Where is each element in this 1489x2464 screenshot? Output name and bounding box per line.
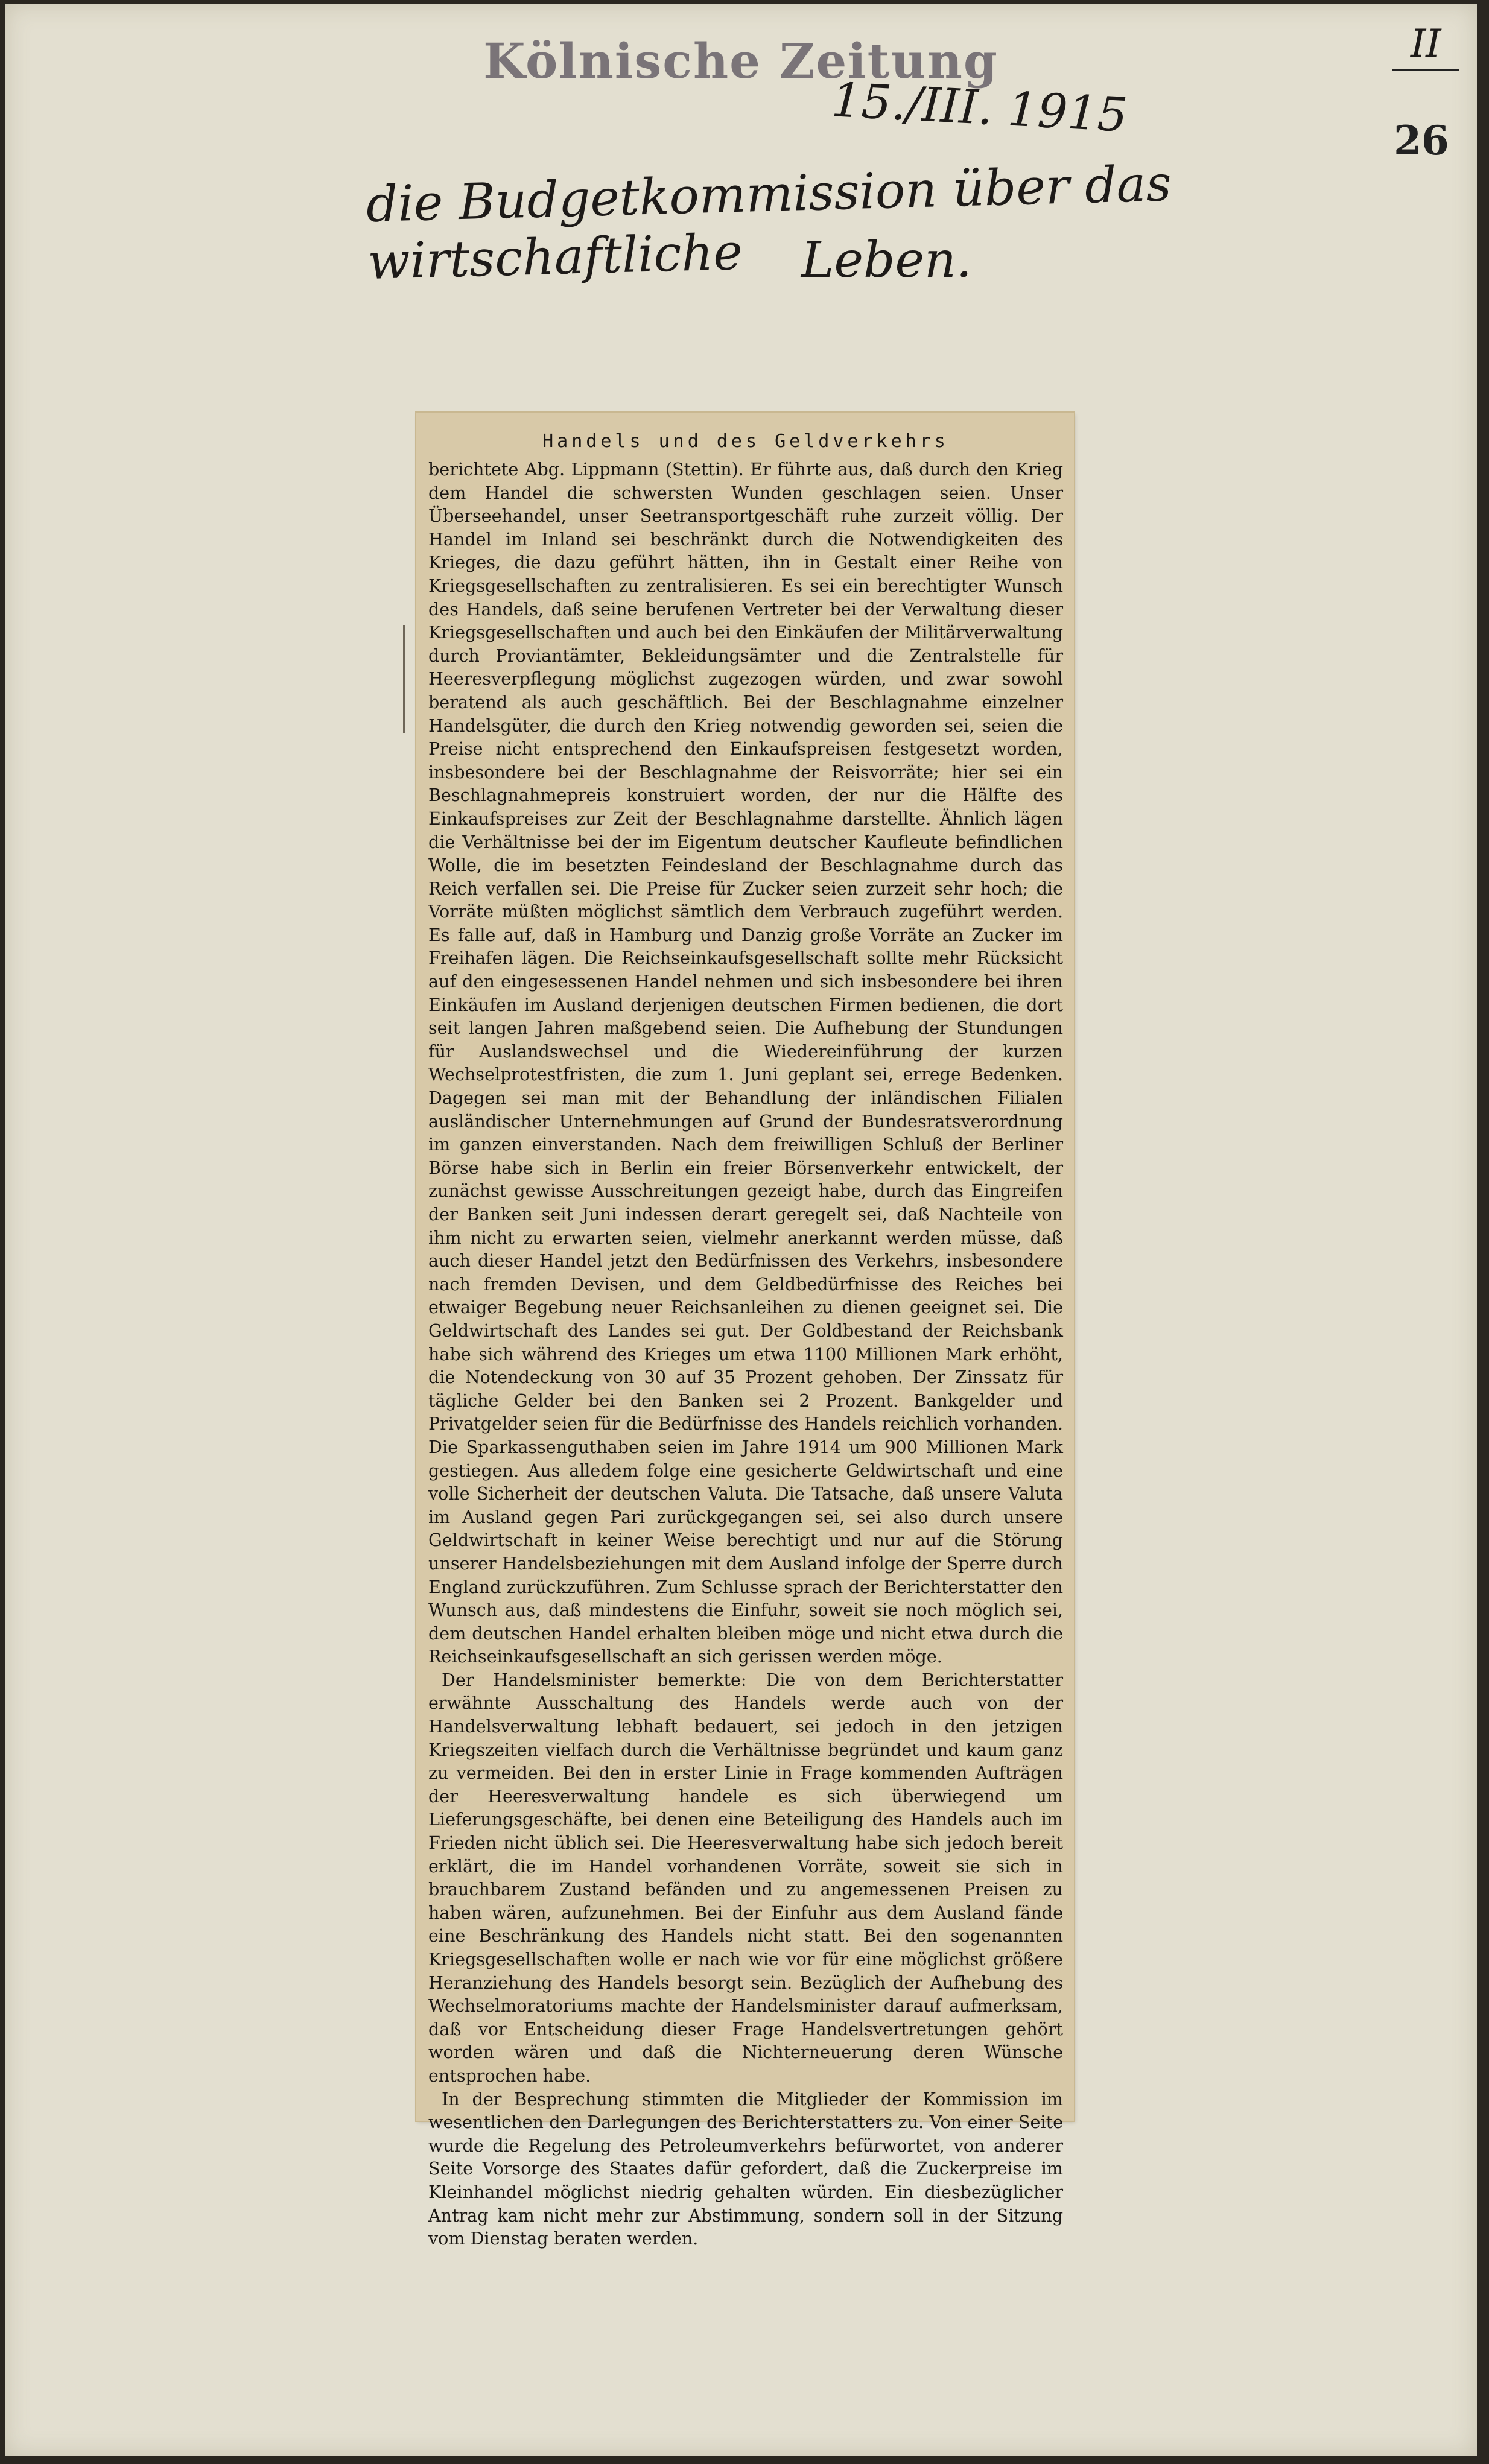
newspaper-clipping bbox=[416, 413, 1074, 2249]
handwritten-date: 15./III. 1915 bbox=[830, 73, 1129, 143]
handwritten-note-line-1: die Budgetkommission über das wirtschaftliche bbox=[365, 155, 1172, 291]
clipping-paragraph: In der Besprechung stimmten die Mitglieder der Kommission im wesentlichen den Darlegungen des Berichterstatters zu. Von einer Seite wurde die Regelung des Petroleumverkehrs befürwortet, von anderer Seite Vorsorge des Staates dafür gefordert, daß die Zuckerpreise im Kleinhandel möglichst niedrig gehalten würden. Ein diesbezüglicher Antrag kam nicht mehr zur Abstimmung, sondern soll in der Sitzung vom Dienstag beraten werden. bbox=[428, 2088, 1063, 2249]
clipping-paragraph: Der Handelsminister bemerkte: Die von dem Berichterstatter erwähnte Ausschaltung des Handels werde auch von der Handelsverwaltung lebhaft bedauert, sei jedoch in den jetzigen Kriegszeiten vielfach durch die Verhältnisse begründet und kaum ganz zu vermeiden. Bei den in erster Linie in Frage kommenden Aufträgen der Heeresverwaltung handele es sich überwiegend um Lieferungsgeschäfte, bei denen eine Beteiligung des Handels auch im Frieden nicht üblich sei. Die Heeresverwaltung habe sich jedoch bereit erklärt, die im Handel vorhandenen Vorräte, soweit sie sich in brauchbarem Zustand befänden und zu angemessenen Preisen zu haben wären, aufzunehmen. Bei der Einfuhr aus dem Ausland fände eine Beschränkung des Handels nicht statt. Bei den sogenannten Kriegsgesellschaften wolle er nach wie vor für eine möglichst größere Heranziehung des Handels besorgt sein. Bezüglich der Aufhebung des Wechselmoratoriums machte der Handelsminister darauf aufmerksam, daß vor Entscheidung dieser Frage Handelsvertretungen gehört worden wären und daß die Nichterneuerung deren Wünsche entsprochen habe. bbox=[428, 1669, 1063, 2086]
clipping-heading: Handels und des Geldverkehrs bbox=[542, 431, 949, 452]
newspaper-masthead: Kölnische Zeitung bbox=[483, 33, 998, 89]
clipping-margin-mark bbox=[403, 625, 405, 733]
archive-sheet bbox=[5, 4, 1477, 2456]
page-number: 26 bbox=[1394, 117, 1449, 164]
roman-underline bbox=[1392, 69, 1459, 71]
handwritten-note-line-2: Leben. bbox=[801, 232, 972, 289]
clipping-paragraph: berichtete Abg. Lippmann (Stettin). Er führte aus, daß durch den Krieg dem Handel die schwersten Wunden geschlagen seien. Unser Überseehandel, unser Seetransportgeschäft ruhe zurzeit völlig. Der Handel im Inland sei beschränkt durch die Notwendigkeiten des Krieges, die dazu geführt hätten, ihn in Gestalt einer Reihe von Kriegsgesellschaften zu zentralisieren. Es sei ein berechtigter Wunsch des Handels, daß seine berufenen Vertreter bei der Verwaltung dieser Kriegsgesellschaften und auch bei den Einkäufen der Militärverwaltung durch Proviantämter, Bekleidungsämter und die Zentralstelle für Heeresverpflegung möglichst zugezogen würden, und zwar sowohl beratend als auch geschäftlich. Bei der Beschlagnahme einzelner Handelsgüter, die durch den Krieg notwendig geworden sei, seien die Preise nicht entsprechend den Einkaufspreisen festgesetzt worden, insbesondere bei der Beschlagnahme der Reisvorräte; hier sei ein Beschlagnahmepreis konstruiert worden, der nur die Hälfte des Einkaufspreises zur Zeit der Beschlagnahme darstellte. Ähnlich lägen die Verhältnisse bei der im Eigentum deutscher Kaufleute befindlichen Wolle, die im besetzten Feindesland der Beschlagnahme durch das Reich verfallen sei. Die Preise für Zucker seien zurzeit sehr hoch; die Vorräte müßten möglichst sämtlich dem Verbrauch zugeführt werden. Es falle auf, daß in Hamburg und Danzig große Vorräte an Zucker im Freihafen lägen. Die Reichseinkaufsgesellschaft sollte mehr Rücksicht auf den eingesessenen Handel nehmen und sich insbesondere bei ihren Einkäufen im Ausland derjenigen deutschen Firmen bedienen, die dort seit langen Jahren maßgebend seien. Die Aufhebung der Stundungen für Auslandswechsel und die Wiedereinführung der kurzen Wechselprotestfristen, die zum 1. Juni geplant sei, errege Bedenken. Dagegen sei man mit der Behandlung der inländischen Filialen ausländischer Unternehmungen auf Grund der Bundesratsverordnung im ganzen einverstanden. Nach dem freiwilligen Schluß der Berliner Börse habe sich in Berlin ein freier Börsenverkehr entwickelt, der zunächst gewisse Ausschreitungen gezeigt habe, durch das Eingreifen der Banken seit Juni indessen derart geregelt sei, daß Nachteile von ihm nicht zu erwarten seien, vielmehr anerkannt werden müsse, daß auch dieser Handel jetzt den Bedürfnissen des Verkehrs, insbesondere nach fremden Devisen, und dem Geldbedürfnisse des Reiches bei etwaiger Begebung neuer Reichsanleihen zu dienen geeignet sei. Die Geldwirtschaft des Landes sei gut. Der Goldbestand der Reichsbank habe sich während des Krieges um etwa 1100 Millionen Mark erhöht, die Notendeckung von 30 auf 35 Prozent gehoben. Der Zinssatz für tägliche Gelder bei den Banken sei 2 Prozent. Bankgelder und Privatgelder seien für die Bedürfnisse des Handels reichlich vorhanden. Die Sparkassenguthaben seien im Jahre 1914 um 900 Millionen Mark gestiegen. Aus alledem folge eine gesicherte Geldwirtschaft und eine volle Sicherheit der deutschen Valuta. Die Tatsache, daß unsere Valuta im Ausland gegen Pari zurückgegangen sei, sei also durch unsere Geldwirtschaft in keiner Weise berechtigt und nur auf die Störung unserer Handelsbeziehungen mit dem Ausland infolge der Sperre durch England zurückzuführen. Zum Schlusse sprach der Berichterstatter den Wunsch aus, daß mindestens die Einfuhr, soweit sie noch möglich sei, dem deutschen Handel erhalten bleiben möge und nicht etwa durch die Reichseinkaufsgesellschaft an sich gerissen werden möge. bbox=[428, 459, 1063, 1667]
handwritten-roman-numeral: II bbox=[1411, 22, 1441, 66]
